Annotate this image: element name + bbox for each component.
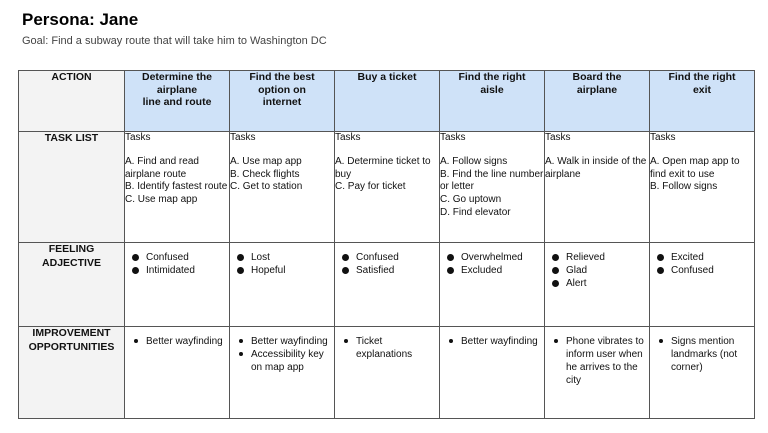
task-list-cell xyxy=(335,132,440,243)
action-row xyxy=(19,71,755,132)
task-item: C. Use map app xyxy=(125,194,198,206)
feeling-list xyxy=(335,243,439,277)
feeling-item: Confused xyxy=(671,264,750,277)
task-item: A. Find and read airplane route xyxy=(125,155,199,180)
stage-header: Find the best option on internet xyxy=(230,71,335,132)
feeling-list xyxy=(125,243,229,277)
improvement-list xyxy=(230,327,334,374)
page-title: Persona: Jane xyxy=(22,10,139,29)
feeling-cell xyxy=(230,243,335,327)
task-list-cell xyxy=(230,132,335,243)
stage-header: Find the right exit xyxy=(650,71,755,132)
feeling-cell xyxy=(545,243,650,327)
feeling-cell xyxy=(650,243,755,327)
feeling-row xyxy=(19,243,755,327)
task-list-cell xyxy=(440,132,545,243)
task-item: A. Walk in inside of the airplane xyxy=(545,155,647,180)
feeling-cell xyxy=(440,243,545,327)
stage-header: Buy a ticket xyxy=(335,71,440,132)
tasks-heading: Tasks xyxy=(650,132,676,143)
improvement-cell xyxy=(335,327,440,419)
stage-header: Board the airplane xyxy=(545,71,650,132)
task-item: B. Find the line number or letter xyxy=(440,168,544,193)
task-list-cell xyxy=(545,132,650,243)
journey-map-table xyxy=(18,70,755,419)
improvement-cell xyxy=(650,327,755,419)
tasks-heading: Tasks xyxy=(440,132,466,143)
improvement-list xyxy=(545,327,649,387)
feeling-item: Lost xyxy=(251,251,330,264)
improvement-cell xyxy=(440,327,545,419)
task-list-cell xyxy=(650,132,755,243)
improvement-item: Signs mention landmarks (not corner) xyxy=(671,335,750,374)
improvement-list xyxy=(440,327,544,348)
feeling-item: Excited xyxy=(671,251,750,264)
goal-text: Goal: Find a subway route that will take him to Washington DC xyxy=(22,35,327,47)
task-item: A. Open map app to find exit to use xyxy=(650,155,740,180)
tasks-heading: Tasks xyxy=(335,132,361,143)
improvement-row xyxy=(19,327,755,419)
feeling-list xyxy=(545,243,649,290)
task-item: A. Use map app xyxy=(230,155,302,167)
task-item: B. Identify fastest route xyxy=(125,181,228,193)
task-item: A. Follow signs xyxy=(440,155,508,167)
task-item: C. Go uptown xyxy=(440,194,502,206)
feeling-item: Glad xyxy=(566,264,645,277)
stage-header: Determine the airplane line and route xyxy=(125,71,230,132)
task-item: C. Get to station xyxy=(230,181,303,193)
improvement-cell xyxy=(545,327,650,419)
stage-header: Find the right aisle xyxy=(440,71,545,132)
task-item: D. Find elevator xyxy=(440,206,511,218)
improvement-list xyxy=(125,327,229,348)
feeling-item: Relieved xyxy=(566,251,645,264)
feeling-item: Confused xyxy=(146,251,225,264)
task-item: B. Check flights xyxy=(230,168,300,180)
improvement-item: Better wayfinding xyxy=(461,335,540,348)
feeling-item: Intimidated xyxy=(146,264,225,277)
improvement-list xyxy=(335,327,439,361)
feeling-list xyxy=(230,243,334,277)
feeling-cell xyxy=(335,243,440,327)
row-label-improvement: IMPROVEMENT OPPORTUNITIES xyxy=(19,327,125,419)
improvement-item: Better wayfinding xyxy=(251,335,330,348)
row-label-action: ACTION xyxy=(19,71,125,132)
row-label-feeling: FEELING ADJECTIVE xyxy=(19,243,125,327)
row-label-task-list: TASK LIST xyxy=(19,132,125,243)
feeling-list xyxy=(650,243,754,277)
improvement-cell xyxy=(125,327,230,419)
improvement-item: Better wayfinding xyxy=(146,335,225,348)
task-item: B. Follow signs xyxy=(650,181,718,193)
improvement-list xyxy=(650,327,754,374)
feeling-item: Hopeful xyxy=(251,264,330,277)
tasks-heading: Tasks xyxy=(125,132,151,143)
task-list-cell xyxy=(125,132,230,243)
feeling-list xyxy=(440,243,544,277)
feeling-item: Satisfied xyxy=(356,264,435,277)
feeling-item: Confused xyxy=(356,251,435,264)
tasks-heading: Tasks xyxy=(545,132,571,143)
improvement-cell xyxy=(230,327,335,419)
task-item: A. Determine ticket to buy xyxy=(335,155,431,180)
feeling-item: Overwhelmed xyxy=(461,251,540,264)
feeling-item: Excluded xyxy=(461,264,540,277)
improvement-item: Accessibility key on map app xyxy=(251,348,330,374)
task-list-row xyxy=(19,132,755,243)
feeling-cell xyxy=(125,243,230,327)
tasks-heading: Tasks xyxy=(230,132,256,143)
task-item: C. Pay for ticket xyxy=(335,181,406,193)
improvement-item: Ticket explanations xyxy=(356,335,435,361)
improvement-item: Phone vibrates to inform user when he arrives to the city xyxy=(566,336,644,386)
feeling-item: Alert xyxy=(566,277,645,290)
